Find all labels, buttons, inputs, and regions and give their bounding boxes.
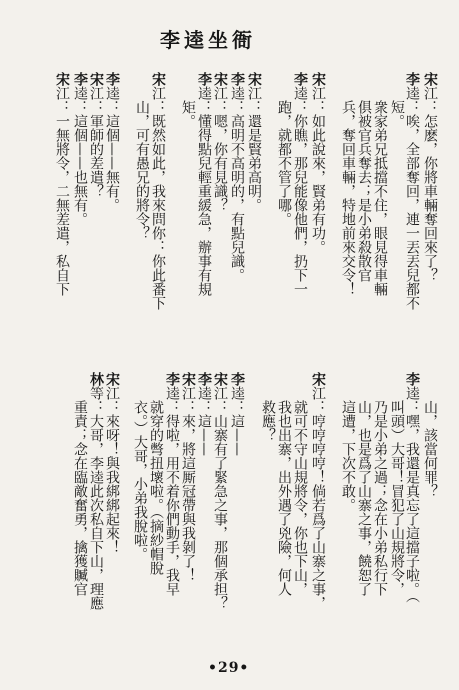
speaker-name: 宋	[246, 72, 262, 86]
dialogue-line: 乃是小弟之過；念在小弟私行下	[372, 372, 388, 596]
dialogue-line: 江：來呀！與我綁綁起來！	[104, 386, 120, 554]
text-column	[229, 372, 244, 456]
speaker-name: 李	[229, 372, 245, 386]
dialogue-line: 逵：你瞧，那兒能像他們，扔下一	[292, 86, 308, 296]
dialogue-line: 江：哼哼哼哼！倘若爲了山寨之事，	[310, 386, 326, 610]
dialogue-line: 矩。	[180, 72, 196, 128]
text-column	[196, 72, 211, 296]
page-number: •29•	[208, 660, 250, 676]
text-column	[212, 72, 227, 212]
text-column	[54, 72, 69, 296]
text-column	[104, 72, 119, 212]
dialogue-line: 逵：這個——也無有。	[72, 86, 88, 226]
dialogue-line: 逵：唉，全部奪回，連一丟丟兒都不	[404, 86, 420, 310]
dialogue-line: 逵：懂得點兒輕重緩急，辦事有規	[196, 86, 212, 296]
text-column	[180, 372, 195, 582]
text-column	[212, 372, 227, 610]
text-column	[389, 372, 404, 596]
text-column	[389, 72, 404, 128]
speaker-name: 宋	[88, 72, 104, 86]
dialogue-line: 短。	[389, 72, 405, 128]
speaker-name: 林	[88, 372, 104, 386]
speaker-name: 李	[404, 372, 420, 386]
text-column	[180, 72, 195, 128]
speaker-name: 李	[196, 72, 212, 86]
dialogue-line: 逵：嘿，我還是真忘了這擋子啦。（	[404, 386, 420, 603]
speaker-name: 宋	[310, 372, 326, 386]
dialogue-line: 江：一無將令，二無差遣，私自下	[54, 86, 70, 296]
text-column	[356, 372, 371, 596]
speaker-name: 宋	[212, 372, 228, 386]
text-column	[422, 372, 437, 498]
dialogue-line: 兵，奪回車輛，特地前來交令！	[340, 72, 356, 296]
text-column	[356, 72, 371, 282]
dialogue-line: 逵：高明不高明的，有點兒識。	[229, 86, 245, 282]
text-column	[292, 372, 307, 596]
text-column	[164, 372, 179, 596]
speaker-name: 李	[292, 72, 308, 86]
dialogue-line: 叫頭）大哥！冒犯了山規將令，	[389, 372, 405, 596]
dialogue-line: 這遭，下次不敢。	[340, 372, 356, 512]
dialogue-line: 就穿的彆扭壞啦。（摘紗帽脫	[148, 372, 164, 575]
speaker-name: 李	[72, 72, 88, 86]
dialogue-line: 江：軍師的差遣？	[88, 86, 104, 198]
speaker-name: 李	[104, 72, 120, 86]
text-column	[72, 72, 87, 226]
text-column	[88, 72, 103, 198]
dialogue-line: 江：怎麽，你將車輛奪回來了？	[422, 86, 438, 282]
text-column	[229, 72, 244, 282]
dialogue-line: 逵：得啦，用不着你們動手，我早	[164, 386, 180, 596]
text-column	[310, 72, 325, 254]
text-column	[276, 372, 291, 596]
dialogue-line: 江：來，將這厮冠帶與我剝了！	[180, 386, 196, 582]
dialogue-line: 救應？	[260, 372, 276, 442]
text-column	[132, 372, 147, 561]
text-column	[196, 372, 211, 456]
dialogue-line: 山，也是爲了山寨之事，饒恕了	[356, 372, 372, 596]
dialogue-line: 逵：這——	[229, 386, 245, 456]
speaker-name: 李	[229, 72, 245, 86]
dialogue-line: 逵：這——	[196, 386, 212, 456]
dialogue-line: 衆家弟兄抵擋不住，眼見得車輛	[372, 72, 388, 296]
speaker-name: 李	[196, 372, 212, 386]
text-column	[150, 72, 165, 310]
text-column	[134, 72, 149, 240]
text-column	[340, 72, 355, 296]
dialogue-line: 江：嗯，你有見識？	[212, 86, 228, 212]
text-column	[404, 72, 419, 310]
dialogue-line: 就可不守山規將令，你也下山，	[292, 372, 308, 596]
speaker-name: 宋	[150, 72, 166, 86]
text-column	[422, 72, 437, 282]
text-column	[310, 372, 325, 610]
dialogue-line: 山，可有愚兄的將令？	[134, 72, 150, 240]
text-column	[372, 372, 387, 596]
speaker-name: 宋	[104, 372, 120, 386]
text-column	[88, 372, 103, 610]
text-column	[104, 372, 119, 554]
dialogue-line: 衣。）大哥，小弟我脫啦。	[132, 372, 148, 561]
dialogue-line: 重責；念在臨敵奮勇，擒獲贓官	[72, 372, 88, 596]
dialogue-line: 江：既然如此，我來問你：你此番下	[150, 86, 166, 310]
dialogue-line: 江：還是賢弟高明。	[246, 86, 262, 212]
dialogue-line: 我也出寨，出外遇了兇險，何人	[276, 372, 292, 596]
page-title: 李逵坐衙	[160, 28, 256, 52]
speaker-name: 宋	[180, 372, 196, 386]
dialogue-line: 山，該當何罪？	[422, 372, 438, 498]
speaker-name: 宋	[54, 72, 70, 86]
text-column	[276, 72, 291, 226]
text-column	[340, 372, 355, 512]
dialogue-line: 江：如此說來，賢弟有功。	[310, 86, 326, 254]
text-column	[72, 372, 87, 596]
dialogue-line: 江：山寨有了緊急之事，那個承担？	[212, 386, 228, 610]
dialogue-line: 逵：這個——無有。	[104, 86, 120, 212]
dialogue-line: 等：大哥，李逵此次私自下山，理應	[88, 386, 104, 610]
speaker-name: 宋	[310, 72, 326, 86]
text-column	[292, 72, 307, 296]
speaker-name: 李	[404, 72, 420, 86]
speaker-name: 宋	[422, 72, 438, 86]
speaker-name: 李	[164, 372, 180, 386]
text-column	[404, 372, 419, 603]
text-column	[148, 372, 163, 575]
text-column	[246, 72, 261, 212]
speaker-name: 宋	[212, 72, 228, 86]
text-column	[260, 372, 275, 442]
dialogue-line: 跑，就都不管了哪。	[276, 72, 292, 226]
text-column	[372, 72, 387, 296]
dialogue-line: 俱被官兵奪去；是小弟殺散官	[356, 72, 372, 282]
